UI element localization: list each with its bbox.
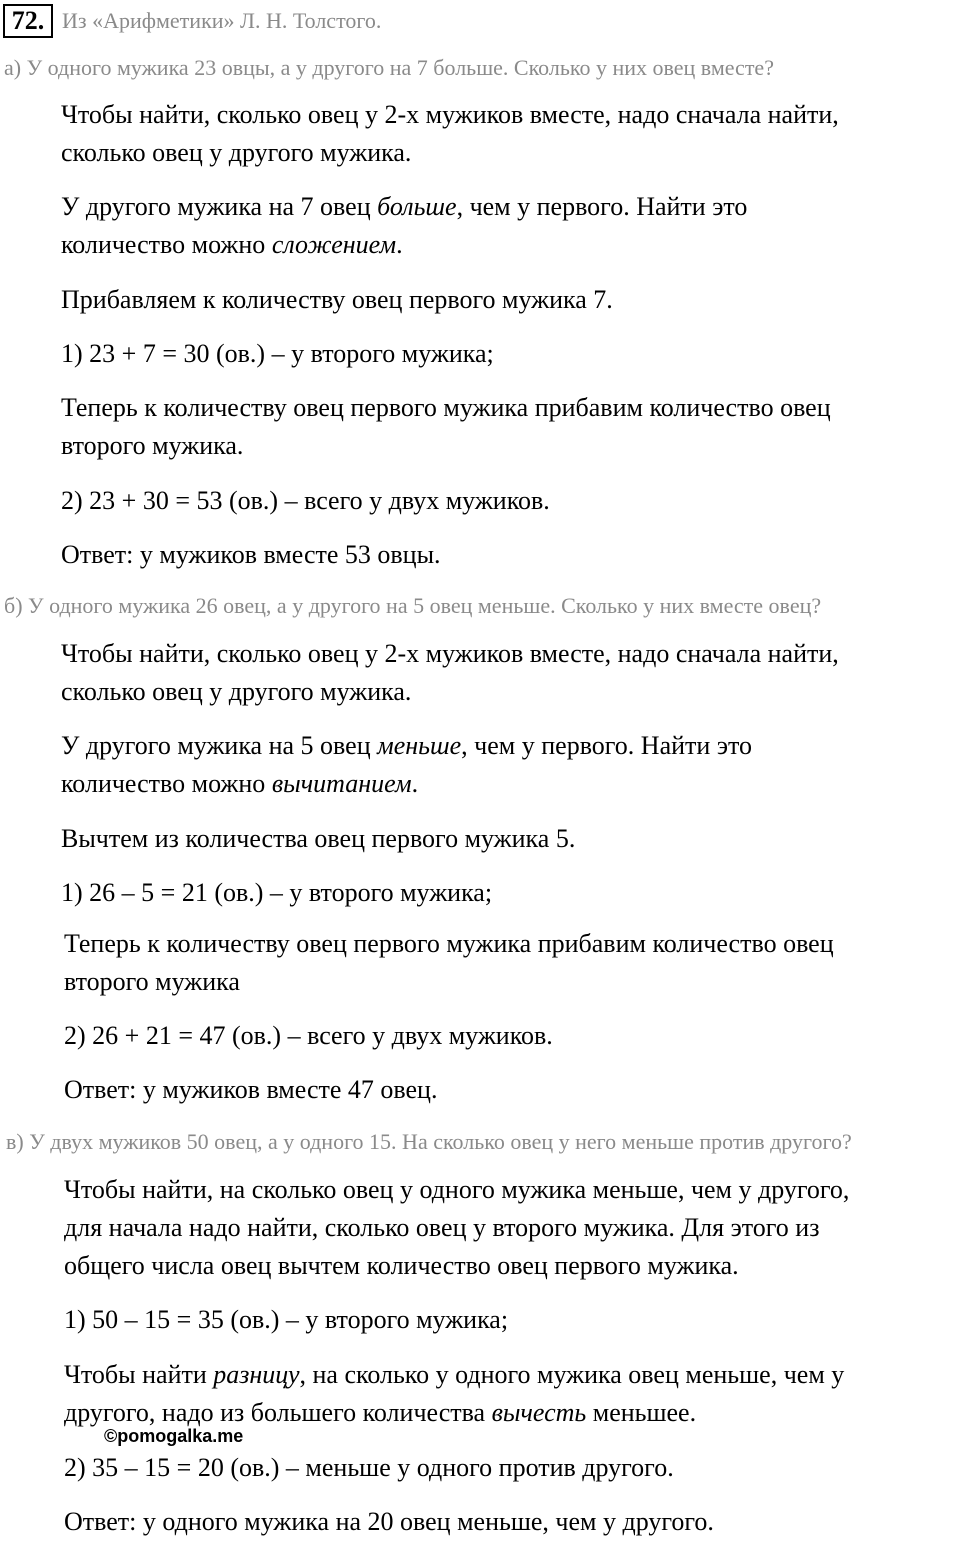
text-line: Чтобы найти, сколько овец у 2-х мужиков вместе, надо сначала найти, [61, 100, 839, 129]
watermark-text: ©pomogalka.me [104, 1426, 244, 1446]
emphasis-text: сложением [271, 230, 397, 259]
text-fragment: другого, надо из большего количества [64, 1398, 492, 1427]
solution-step-2: 2) 26 + 21 = 47 (ов.) – всего у двух мужиков. [64, 1021, 553, 1050]
text-fragment: . [396, 230, 403, 259]
solution-step-2: 2) 23 + 30 = 53 (ов.) – всего у двух мужиков. [61, 486, 550, 515]
answer-line: Ответ: у одного мужика на 20 овец меньше, чем у другого. [64, 1507, 714, 1536]
emphasis-text: больше [377, 192, 457, 221]
text-line: Чтобы найти, сколько овец у 2-х мужиков вместе, надо сначала найти, [61, 639, 839, 668]
text-line: Теперь к количеству овец первого мужика прибавим количество овец [64, 929, 834, 958]
solution-step-1: 1) 23 + 7 = 30 (ов.) – у второго мужика; [61, 339, 494, 368]
task-source-title: Из «Арифметики» Л. Н. Толстого. [62, 8, 382, 33]
text-fragment: количество можно [61, 230, 272, 259]
emphasis-text: меньше [377, 731, 462, 760]
text-line: общего числа овец вычтем количество овец первого мужика. [64, 1251, 739, 1280]
text-line [64, 1356, 844, 1394]
answer-line: Ответ: у мужиков вместе 47 овец. [64, 1075, 438, 1104]
emphasis-text: вычесть [491, 1398, 587, 1427]
text-fragment: количество можно [61, 769, 272, 798]
text-fragment: У другого мужика на 7 овец [61, 192, 378, 221]
task-b-statement: б) У одного мужика 26 овец, а у другого на 5 овец меньше. Сколько у них вместе овец? [4, 593, 822, 618]
text-line: Прибавляем к количеству овец первого мужика 7. [61, 285, 613, 314]
text-fragment: . [411, 769, 419, 798]
text-line: Чтобы найти, на сколько овец у одного мужика меньше, чем у другого, [64, 1175, 850, 1204]
text-fragment: , на сколько у одного мужика овец меньше, чем у [299, 1360, 845, 1389]
task-number: 72. [3, 4, 53, 38]
text-fragment: У другого мужика на 5 овец [61, 731, 378, 760]
text-line: сколько овец у другого мужика. [61, 677, 412, 706]
text-line [61, 765, 418, 803]
emphasis-text: разницу [213, 1360, 300, 1389]
text-line: Теперь к количеству овец первого мужика прибавим количество овец [61, 393, 831, 422]
text-fragment: меньшее. [586, 1398, 697, 1427]
text-fragment: , чем у первого. Найти это [461, 731, 752, 760]
text-line [61, 226, 403, 264]
text-line: Вычтем из количества овец первого мужика 5. [61, 824, 576, 853]
text-fragment: , чем у первого. Найти это [456, 192, 748, 221]
text-line: сколько овец у другого мужика. [61, 138, 412, 167]
text-line: второго мужика [64, 967, 240, 996]
text-fragment: Чтобы найти [64, 1360, 214, 1389]
answer-line: Ответ: у мужиков вместе 53 овцы. [61, 540, 441, 569]
solution-step-1: 1) 26 – 5 = 21 (ов.) – у второго мужика; [61, 878, 493, 907]
text-line [61, 188, 747, 226]
emphasis-text: вычитанием [271, 769, 412, 798]
text-line: второго мужика. [61, 431, 244, 460]
text-line [61, 727, 752, 765]
task-c-statement: в) У двух мужиков 50 овец, а у одного 15. На сколько овец у него меньше против другого? [6, 1129, 852, 1154]
solution-step-1: 1) 50 – 15 = 35 (ов.) – у второго мужика; [64, 1305, 509, 1334]
task-a-statement: а) У одного мужика 23 овцы, а у другого на 7 больше. Сколько у них овец вместе? [4, 55, 774, 80]
text-line: для начала надо найти, сколько овец у второго мужика. Для этого из [64, 1213, 820, 1242]
solution-step-2: 2) 35 – 15 = 20 (ов.) – меньше у одного против другого. [64, 1453, 674, 1482]
